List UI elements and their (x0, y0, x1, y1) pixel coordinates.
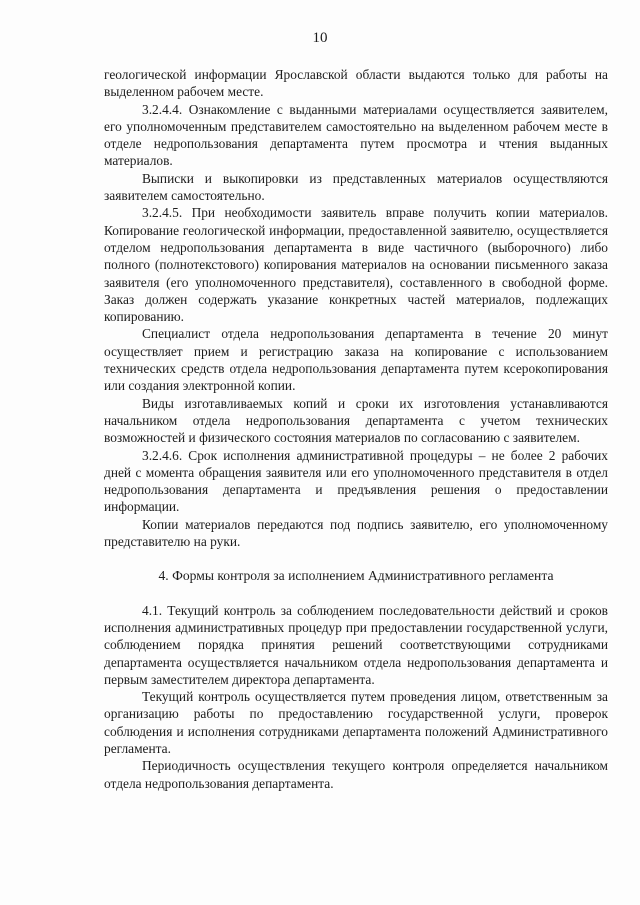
paragraph-current-control: Текущий контроль осуществляется путем проведения лицом, ответственным за организацию работы по предоставлению государственной услуги, проверок соблюдения и исполнения сотрудниками департамента положений Административного регламента. (104, 689, 608, 756)
paragraph-copies-handover: Копии материалов передаются под подпись заявителю, его уполномоченному представителю на руки. (104, 516, 608, 550)
page-number: 10 (312, 30, 328, 46)
paragraph-extracts: Выписки и выкопировки из представленных материалов осуществляются заявителем самостоятельно. (104, 170, 608, 204)
paragraph-copy-types: Виды изготавливаемых копий и сроки их изготовления устанавливаются начальником отдела недропользования департамента с учетом технических возможностей и физического состояния материалов по согласованию с заявителем. (104, 395, 608, 446)
section-heading: 4. Формы контроля за исполнением Административного регламента (158, 568, 554, 584)
paragraph-4-1: 4.1. Текущий контроль за соблюдением последовательности действий и сроков исполнения административных процедур при предоставлении государственной услуги, соблюдением порядка принятия решений соответствующими сотрудниками департамента осуществляется начальником отдела недропользования департамента и первым заместителем директора департамента. (104, 602, 608, 687)
paragraph-periodicity: Периодичность осуществления текущего контроля определяется начальником отдела недропользования департамента. (104, 758, 608, 791)
paragraph-3-2-4-5: 3.2.4.5. При необходимости заявитель вправе получить копии материалов. Копирование геологической информации, предоставленной заявителю, осуществляется отделом недропользования департамента в виде частичного (выборочного) либо полного (полнотекстового) копирования материалов на основании письменного заказа заявителя (его уполномоченного представителя), составленного в свободной форме. Заказ должен содержать указание конкретных частей материалов, подлежащих копированию. (104, 205, 608, 325)
paragraph-continuation: геологической информации Ярославской области выдаются только для работы на выделенном рабочем месте. (104, 67, 608, 100)
paragraph-3-2-4-6: 3.2.4.6. Срок исполнения административной процедуры – не более 2 рабочих дней с момента обращения заявителя или его уполномоченного представителя в отдел недропользования департамента и предъявления решения о предоставлении информации. (104, 447, 608, 515)
paragraph-3-2-4-4: 3.2.4.4. Ознакомление с выданными материалами осуществляется заявителем, его уполномоченным представителем самостоятельно на выделенном рабочем месте в отделе недропользования департамента путем просмотра и чтения выданных материалов. (104, 101, 608, 169)
paragraph-specialist: Специалист отдела недропользования департамента в течение 20 минут осуществляет прием и регистрацию заказа на копирование с использованием технических средств отдела недропользования департамента путем ксерокопирования или создания электронной копии. (104, 326, 608, 394)
document-body (104, 66, 608, 792)
